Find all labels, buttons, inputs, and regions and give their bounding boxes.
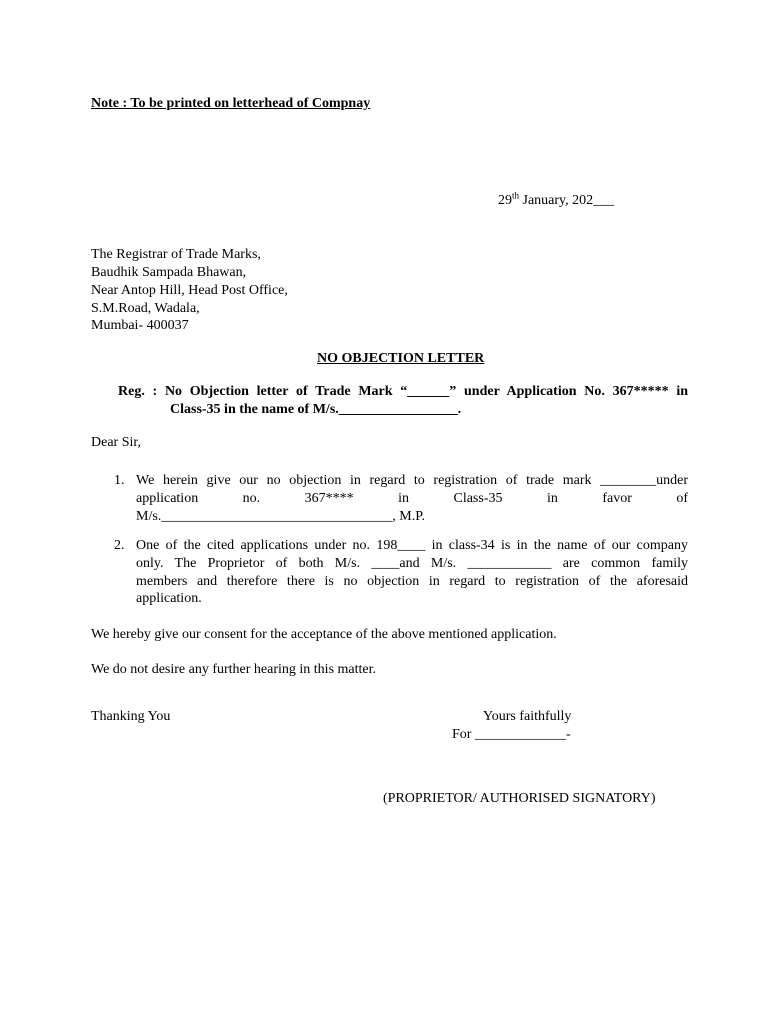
- signatory-label: (PROPRIETOR/ AUTHORISED SIGNATORY): [383, 791, 656, 806]
- list-line: We herein give our no objection in regard to registration of trade mark ________under: [136, 473, 688, 488]
- letter-title: NO OBJECTION LETTER: [317, 351, 485, 366]
- yours-faithfully: Yours faithfully: [483, 709, 572, 724]
- address-line: Near Antop Hill, Head Post Office,: [91, 283, 288, 298]
- address-line: Mumbai- 400037: [91, 318, 189, 333]
- list-number: 2.: [114, 538, 125, 553]
- date-day: 29: [498, 193, 512, 208]
- reference-line: Class-35 in the name of M/s._________________.: [170, 402, 462, 417]
- list-line: One of the cited applications under no. 198____ in class-34 is in the name of our company: [136, 538, 688, 553]
- thanking-line: Thanking You: [91, 709, 171, 724]
- list-line: only. The Proprietor of both M/s. ____and M/s. ____________ are common family: [136, 556, 688, 571]
- address-line: S.M.Road, Wadala,: [91, 301, 200, 316]
- list-line: application.: [136, 591, 202, 606]
- date-suffix: th: [512, 190, 520, 201]
- reference-line: Reg. : No Objection letter of Trade Mark “______” under Application No. 367***** in: [118, 384, 688, 399]
- list-number: 1.: [114, 473, 125, 488]
- no-hearing-statement: We do not desire any further hearing in this matter.: [91, 662, 377, 677]
- for-company-line: For _____________-: [452, 727, 571, 742]
- list-line: application no. 367**** in Class-35 in favor of: [136, 491, 688, 506]
- address-line: Baudhik Sampada Bhawan,: [91, 265, 247, 280]
- letter-date: [498, 192, 614, 210]
- address-line: The Registrar of Trade Marks,: [91, 247, 261, 262]
- consent-statement: We hereby give our consent for the acceptance of the above mentioned application.: [91, 627, 557, 642]
- print-note: Note : To be printed on letterhead of Compnay: [91, 96, 371, 111]
- salutation: Dear Sir,: [91, 435, 141, 450]
- date-rest: January, 202___: [519, 193, 615, 208]
- list-line: M/s._________________________________, M.P.: [136, 509, 425, 524]
- list-line: members and therefore there is no objection in regard to registration of the aforesaid: [136, 574, 688, 589]
